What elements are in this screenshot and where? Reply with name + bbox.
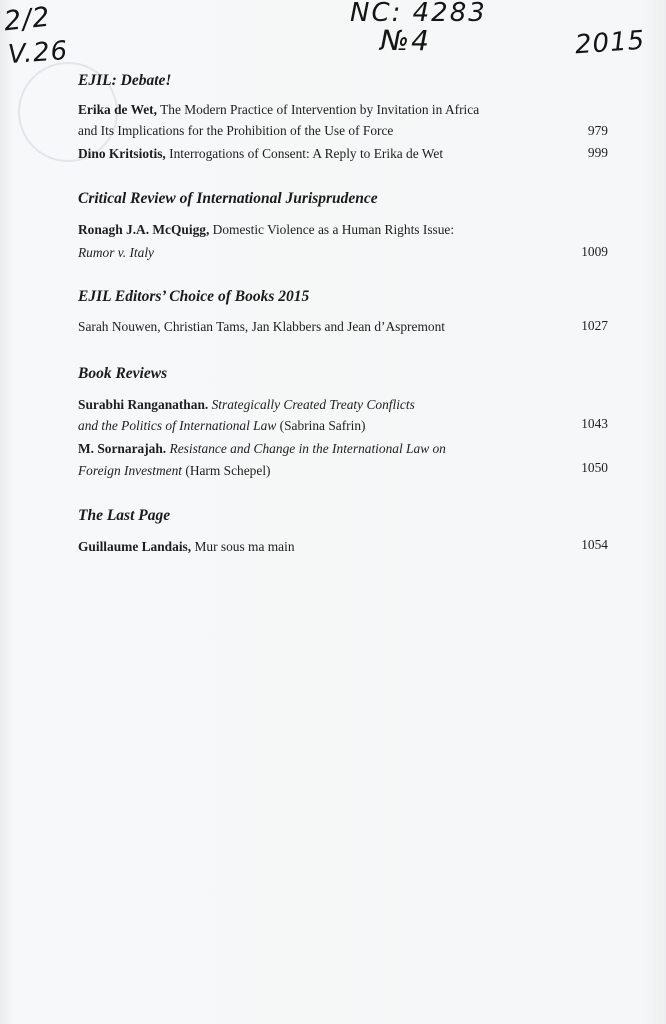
handwritten-issue-number: №4 <box>380 24 431 57</box>
entry-ranganathan-line2 <box>78 417 366 435</box>
author-name: Erika de Wet, <box>78 102 157 117</box>
article-title: Domestic Violence as a Human Rights Issue: <box>212 222 455 237</box>
author-name: Ronagh J.A. McQuigg, <box>78 222 210 237</box>
entry-sornarajah-line2 <box>78 462 271 480</box>
page-number: 1054 <box>581 537 608 552</box>
entry-landais <box>78 538 295 556</box>
handwritten-volume-issue: 2/2 <box>2 1 52 38</box>
author-name: Guillaume Landais, <box>78 539 192 554</box>
entry-editors-choice: Sarah Nouwen, Christian Tams, Jan Klabbers and Jean d’Aspremont <box>78 319 445 334</box>
article-title: Mur sous ma main <box>194 539 295 554</box>
section-title-editors-choice: EJIL Editors’ Choice of Books 2015 <box>78 288 310 305</box>
entry-mcquigg-line2: Rumor v. Italy <box>78 245 154 260</box>
reviewer-name: (Sabrina Safrin) <box>279 418 366 433</box>
article-title: The Modern Practice of Intervention by Invitation in Africa <box>160 102 480 117</box>
author-name: Surabhi Ranganathan. <box>78 397 209 412</box>
page-number: 999 <box>587 145 608 160</box>
handwritten-nc-number: NC: 4283 <box>350 0 487 28</box>
book-title: Strategically Created Treaty Conflicts <box>211 397 415 412</box>
page-number: 1050 <box>581 460 608 475</box>
author-name: M. Sornarajah. <box>78 441 167 456</box>
book-title: and the Politics of International Law <box>78 418 277 433</box>
page-number: 1009 <box>581 244 608 259</box>
entry-mcquigg-line1 <box>78 221 454 239</box>
page-number: 1043 <box>581 416 608 431</box>
section-title-debate: EJIL: Debate! <box>78 72 172 89</box>
reviewer-name: (Harm Schepel) <box>185 463 271 478</box>
entry-dewet-line2: and Its Implications for the Prohibition of the Use of Force <box>78 123 394 138</box>
entry-dewet-line1 <box>78 101 479 119</box>
section-title-last-page: The Last Page <box>78 507 171 524</box>
author-name: Dino Kritsiotis, <box>78 146 166 161</box>
handwritten-year: 2015 <box>574 25 647 61</box>
entry-sornarajah-line1 <box>78 440 446 458</box>
page-number: 979 <box>587 123 608 138</box>
entry-ranganathan-line1 <box>78 396 415 414</box>
handwritten-volume: V.26 <box>7 35 70 71</box>
page-number: 1027 <box>581 318 608 333</box>
book-title: Resistance and Change in the International Law on <box>169 441 446 456</box>
book-title: Foreign Investment <box>78 463 182 478</box>
entry-kritsiotis <box>78 145 443 163</box>
article-title: Interrogations of Consent: A Reply to Erika de Wet <box>169 146 444 161</box>
section-title-book-reviews: Book Reviews <box>78 365 168 382</box>
section-title-critical-review: Critical Review of International Jurisprudence <box>78 190 378 207</box>
